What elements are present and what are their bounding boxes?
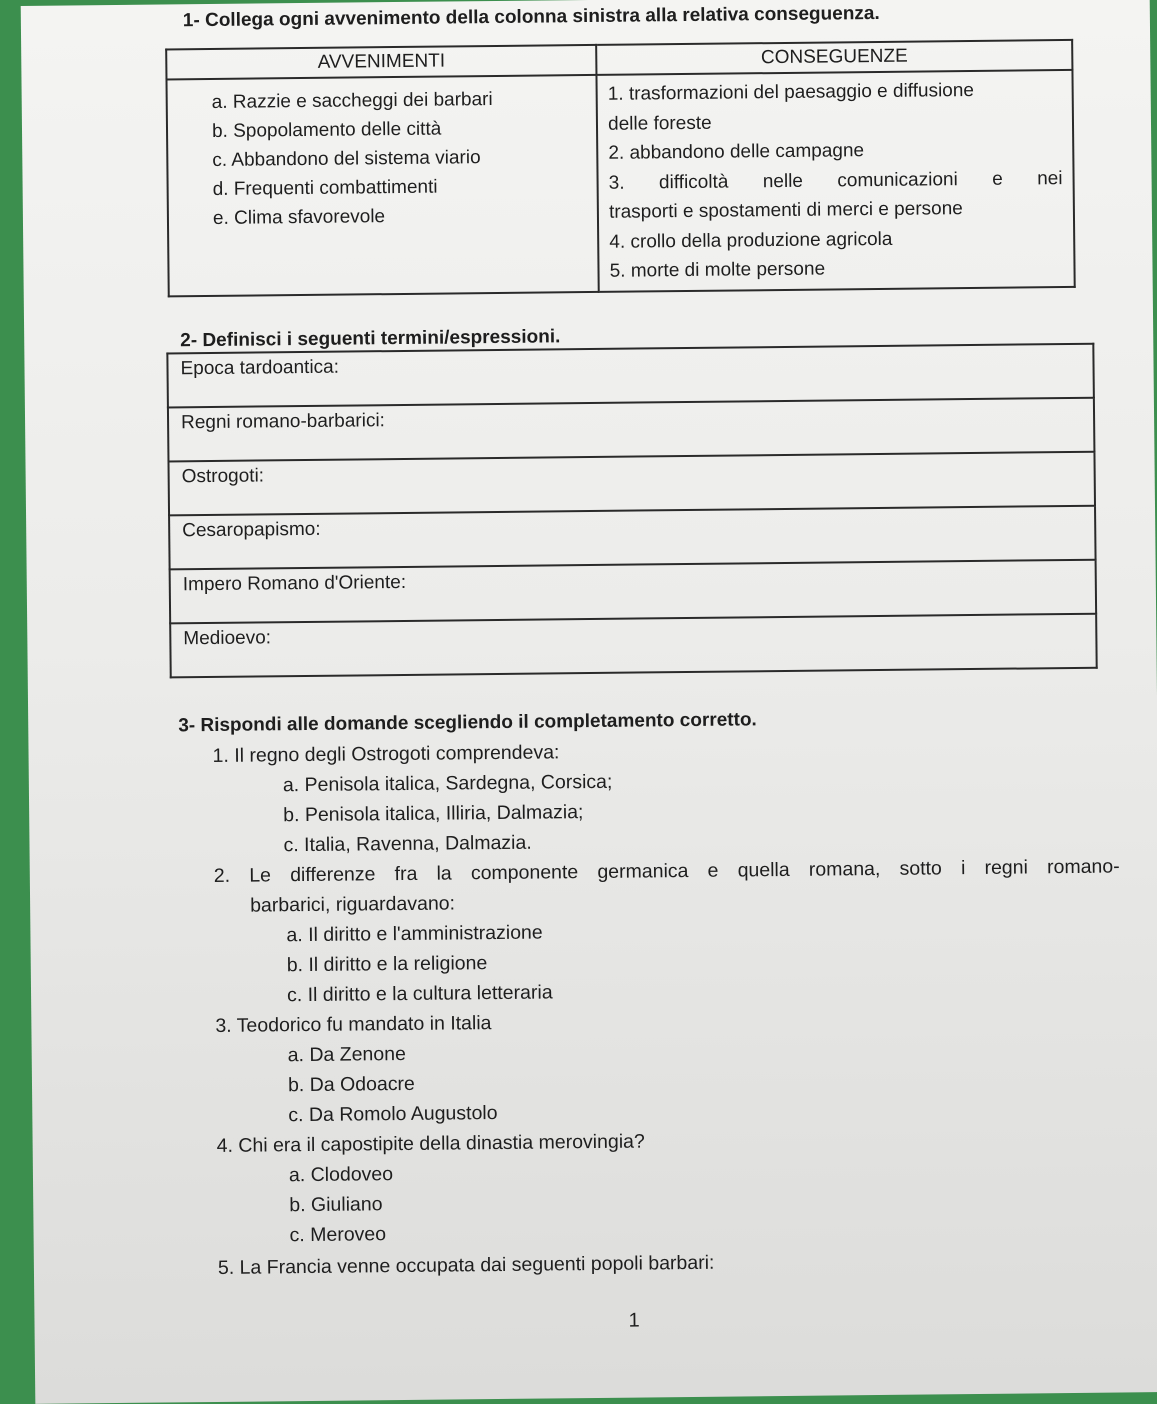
consequence-1-line2: delle foreste [607, 112, 712, 135]
word: quella [737, 858, 790, 882]
word: regni [984, 856, 1029, 879]
question-4-option-a: a. Clodoveo [288, 1163, 394, 1187]
word: differenze [290, 863, 376, 887]
word: i [960, 857, 966, 880]
word: e [707, 859, 719, 882]
word: romana, [808, 857, 881, 881]
events-cell [166, 75, 598, 296]
question-3-option-a: a. Da Zenone [287, 1042, 406, 1067]
event-item: b. Spopolamento delle città [211, 118, 442, 142]
question-3-option-c: c. Da Romolo Augustolo [288, 1102, 498, 1127]
matching-table [165, 39, 1076, 297]
events-header: AVVENIMENTI [166, 45, 596, 80]
question-5: 5. La Francia venne occupata dai seguenti popoli barbari: [217, 1251, 715, 1279]
event-item: a. Razzie e saccheggi dei barbari [211, 89, 493, 113]
question-1-option-a: a. Penisola italica, Sardegna, Corsica; [282, 770, 613, 797]
consequence-2: 2. abbandono delle campagne [608, 140, 865, 164]
definition-row: Regni romano-barbarici: [168, 398, 1095, 462]
word: nei [1037, 167, 1063, 189]
question-3-option-b: b. Da Odoacre [287, 1072, 415, 1097]
question-1: 1. Il regno degli Ostrogoti comprendeva: [212, 741, 560, 767]
question-2-option-c: c. Il diritto e la cultura letteraria [286, 981, 553, 1007]
question-2-option-b: b. Il diritto e la religione [286, 952, 488, 977]
question-1-option-c: c. Italia, Ravenna, Dalmazia. [283, 831, 532, 857]
event-item: c. Abbandono del sistema viario [212, 147, 481, 171]
event-item: e. Clima sfavorevole [212, 206, 386, 229]
word: sotto [899, 857, 942, 880]
definition-row: Ostrogoti: [168, 452, 1095, 516]
section1-title: 1- Collega ogni avvenimento della colonna sinistra alla relativa conseguenza. [182, 2, 880, 32]
word: 3. [608, 172, 625, 194]
question-2-option-a: a. Il diritto e l'amministrazione [286, 921, 543, 947]
definition-row: Impero Romano d'Oriente: [170, 560, 1097, 624]
consequence-4: 4. crollo della produzione agricola [609, 228, 893, 253]
word: comunicazioni [837, 168, 958, 191]
consequences-header: CONSEGUENZE [596, 40, 1072, 75]
definition-row: Epoca tardoantica: [167, 344, 1094, 408]
section3-title: 3- Rispondi alle domande scegliendo il completamento corretto. [178, 709, 757, 737]
question-4-option-c: c. Meroveo [289, 1223, 387, 1247]
question-2-line2: barbarici, riguardavano: [250, 892, 456, 917]
definition-row: Cesaropapismo: [169, 506, 1096, 570]
word: nelle [762, 170, 804, 192]
question-3: 3. Teodorico fu mandato in Italia [215, 1012, 492, 1037]
word: la [436, 862, 452, 885]
definitions-table [166, 343, 1097, 679]
word: romano- [1046, 855, 1120, 879]
worksheet-page [21, 0, 1157, 1404]
word: difficoltà [658, 171, 729, 193]
question-4: 4. Chi era il capostipite della dinastia merovingia? [216, 1130, 645, 1157]
page-number: 1 [628, 1309, 640, 1332]
consequence-3-line1 [609, 164, 1063, 198]
question-2-line1 [214, 855, 1120, 887]
consequence-5: 5. morte di molte persone [609, 258, 826, 282]
word: 2. [213, 864, 231, 887]
word: e [992, 168, 1003, 190]
question-4-option-b: b. Giuliano [289, 1193, 383, 1217]
section2-title: 2- Definisci i seguenti termini/espressioni. [180, 326, 561, 352]
consequences-cell [597, 70, 1075, 291]
word: componente [470, 861, 579, 885]
question-1-option-b: b. Penisola italica, Illiria, Dalmazia; [283, 801, 584, 827]
consequence-1-line1: 1. trasformazioni del paesaggio e diffusione [607, 79, 975, 105]
word: germanica [597, 860, 689, 883]
consequence-3-line2: trasporti e spostamenti di merci e persone [608, 198, 963, 223]
word: Le [249, 864, 272, 887]
event-item: d. Frequenti combattimenti [212, 176, 438, 200]
word: fra [394, 862, 418, 886]
definition-row: Medioevo: [170, 614, 1097, 678]
